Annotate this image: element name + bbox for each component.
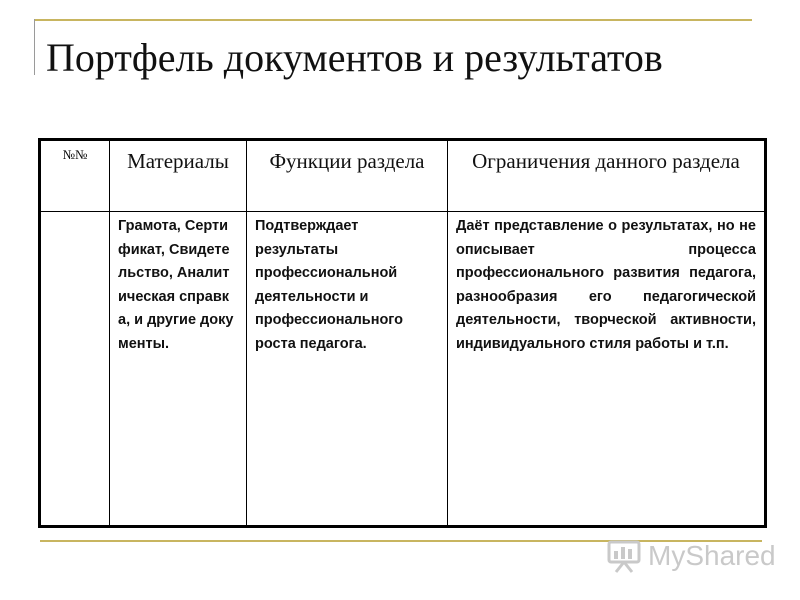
row-limitations-cell: Даёт представление о результатах, но не описывает процесса профессионального развития педагога, разнообразия его педагогической деятельности, творческой активности, индивидуального стиля работы и т.п. <box>448 212 766 527</box>
header-functions: Функции раздела <box>247 140 448 212</box>
table-header-row <box>40 140 766 212</box>
row-number-cell <box>40 212 110 527</box>
header-limitations: Ограничения данного раздела <box>448 140 766 212</box>
row-materials-cell: Грамота, Сертификат, Свидетельство, Аналитическая справка, и другие документы. <box>110 212 247 527</box>
header-materials: Материалы <box>110 140 247 212</box>
left-accent-line <box>34 19 35 75</box>
watermark-logo <box>606 536 776 576</box>
header-number: №№ <box>40 140 110 212</box>
presentation-board-icon <box>606 538 642 574</box>
row-functions-cell: Подтверждает результаты профессиональной деятельности и профессионального роста педагога. <box>247 212 448 527</box>
portfolio-table <box>38 138 767 528</box>
watermark-text: MyShared <box>648 540 776 571</box>
table-row <box>40 212 766 527</box>
top-accent-line <box>34 19 752 21</box>
slide-title: Портфель документов и результатов <box>46 35 663 80</box>
